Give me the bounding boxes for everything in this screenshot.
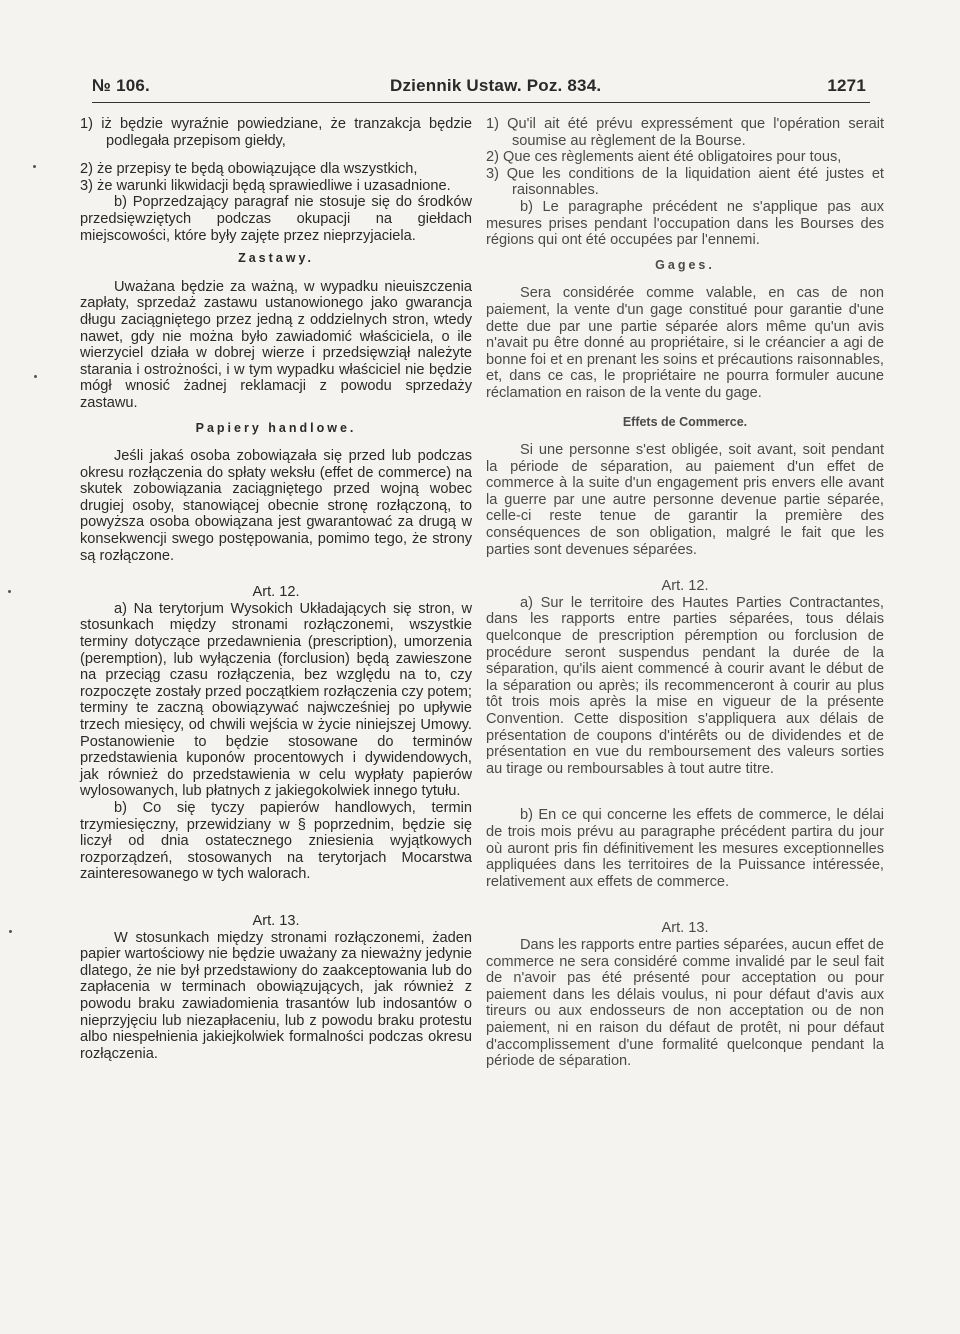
paragraph: a) Sur le territoire des Hautes Parties Contractantes, dans les rapports entre parties séparées, tous délais quelconque de prescription péremption ou forclusion de procédure seront suspendus pendant la durée de la séparation, qu'ils aient commencé à courir avant le début de la séparation ou après; ils recommenceront à courir au plus tôt trois mois après la mise en vigueur de la présente Convention. Cette disposition s'appliquera aux délais de présentation de coupons d'intérêts ou de dividendes et de présentation en vue du remboursement des valeurs sorties au tirage ou remboursables à tout autre titre.	[486, 594, 884, 777]
paragraph: 1) iż będzie wyraźnie powiedziane, że tranzakcja będzie podlegała przepisom giełdy,	[80, 116, 472, 149]
paragraph: W stosunkach między stronami rozłączonemi, żaden papier wartościowy nie będzie uważany za nieważny jedynie dlatego, że nie był przedstawiony do zaakceptowania lub do zapłacenia w terminach obowiązujących, jak również z powodu braku zawiadomienia trasantów lub indosantów o nieprzyjęciu lub niezapłaceniu, lub z powodu braku protestu albo niespełnienia jakiejkolwiek formalności podczas okresu rozłączenia.	[80, 929, 472, 1062]
article-heading: Art. 12.	[252, 584, 300, 601]
paragraph: 2) Que ces règlements aient été obligatoires pour tous,	[486, 149, 842, 166]
paragraph: Jeśli jakaś osoba zobowiązała się przed lub podczas okresu rozłączenia do spłaty weksłu (effet de commerce) na skutek zobowiązania zaciągniętego przed wojną wobec drugiej osoby, stanowiącej obecnie stronę rozłączoną, to powyższa osoba obowiązana jest gwarantować za drugą w konsekwencji swego postępowania, pomimo tego, że strony są rozłączone.	[80, 448, 472, 564]
paragraph: Dans les rapports entre parties séparées, aucun effet de commerce ne sera considéré comme invalidé par le seul fait de n'avoir pas été présenté pour acceptation ou pour paiement dans les délais voulus, ni pour défaut d'avis aux tireurs ou aux endosseurs de non acceptation ou de non paiement, ni en raison du défaut de protêt, ni pour défaut d'accomplissement d'une formalité quelconque pendant la période de séparation.	[486, 936, 884, 1070]
margin-speck	[8, 590, 11, 593]
section-heading: Papiery handlowe.	[195, 420, 357, 435]
paragraph: b) En ce qui concerne les effets de commerce, le délai de trois mois prévu au paragraphe précédent partira du jour où auront pris fin définitivement les mesures exceptionnelles appliquées dans les territoires de la Puissance intéressée, relativement aux effets de commerce.	[486, 807, 884, 890]
section-heading: Effets de Commerce.	[622, 414, 748, 429]
paragraph: b) Poprzedzający paragraf nie stosuje się do środków przedsięwziętych podczas okupacji na giełdach miejscowości, które były zajęte przez nieprzyjaciela.	[80, 194, 472, 244]
margin-speck	[33, 165, 36, 168]
paragraph: b) Le paragraphe précédent ne s'applique pas aux mesures prises pendant l'occupation dans les Bourses des régions qui ont été occupées par l'ennemi.	[486, 198, 884, 249]
page-header	[92, 72, 870, 103]
paragraph: 2) że przepisy te będą obowiązujące dla wszystkich,	[80, 161, 418, 178]
paragraph: 3) Que les conditions de la liquidation aient été justes et raisonnables.	[486, 165, 884, 199]
section-heading: Gages.	[655, 257, 715, 272]
paragraph: Uważana będzie za ważną, w wypadku nieuiszczenia zapłaty, sprzedaż zastawu ustanowionego jako gwarancja długu zaciągniętego przez jedną z oddzielnych stron, wtedy nawet, gdy nie można było zawiadomić właściciela, o ile wierzyciel działa w dobrej wierze i przedsięwziął należyte starania i ostrożności, i w tym wypadku właściciel nie będzie mógł wnosić żadnej reklamacji z powodu sprzedaży zastawu.	[80, 278, 472, 411]
issue-number: № 106.	[92, 76, 150, 95]
paragraph: 3) że warunki likwidacji będą sprawiedliwe i uzasadnione.	[80, 177, 451, 194]
section-heading: Zastawy.	[238, 251, 314, 266]
paragraph: Si une personne s'est obligée, soit avant, soit pendant la période de séparation, au paiement d'un effet de commerce à la suite d'un engagement pris envers elle avant la guerre par une autre personne devenue partie séparée, celle-ci reste tenue de garantir la première des conséquences de son obligation, malgré le fait que les parties sont devenues séparées.	[486, 442, 884, 558]
paragraph: 1) Qu'il ait été prévu expressément que l'opération serait soumise au règlement de la Bourse.	[486, 116, 884, 149]
polish-column	[80, 116, 472, 1062]
article-heading: Art. 13.	[661, 920, 709, 937]
journal-title: Dziennik Ustaw. Poz. 834.	[390, 76, 602, 95]
margin-speck	[34, 375, 37, 378]
paragraph: Sera considérée comme valable, en cas de non paiement, la vente d'un gage constitué pour garantie d'une dette due par une partie séparée alors même qu'un avis n'avait pu être donné au propriétaire, si le créancier a agi de bonne foi et en prenant les soins et précautions raisonnables, et, dans ce cas, le propriétaire ne pourra formuler aucune réclamation en raison de la vente du gage.	[486, 285, 884, 401]
article-heading: Art. 12.	[661, 578, 709, 595]
paragraph: b) Co się tyczy papierów handlowych, termin trzymiesięczny, przewidziany w § poprzednim, będzie się liczył od dnia ostatecznego zniesienia wyjątkowych rozporządzeń, stosowanych na terytorjach Mocarstwa zainteresowanego w tych walorach.	[80, 799, 472, 883]
article-heading: Art. 13.	[252, 912, 300, 929]
paragraph: a) Na terytorjum Wysokich Układających się stron, w stosunkach między stronami rozłączonemi, wszystkie terminy dotyczące przedawnienia (prescription), umorzenia (peremption), lub wyłączenia (forclusion) będą zawieszone na przeciąg czasu rozłączenia, bez względu na to, czy rozpoczęte zostały przed początkiem rozłączenia czy potem; terminy te zaczną obowiązywać najwcześniej po upływie trzech miesięcy, od chwili wejścia w życie niniejszej Umowy. Postanowienie to będzie stosowane do terminów przedstawienia kuponów procentowych i dywidendowych, jak również do przedstawienia w celu wypłaty papierów wylosowanych, lub płatnych z jakiegokolwiek innego tytułu.	[80, 600, 472, 800]
margin-speck	[9, 930, 12, 933]
page-number: 1271	[827, 76, 866, 95]
french-column	[486, 116, 884, 1070]
